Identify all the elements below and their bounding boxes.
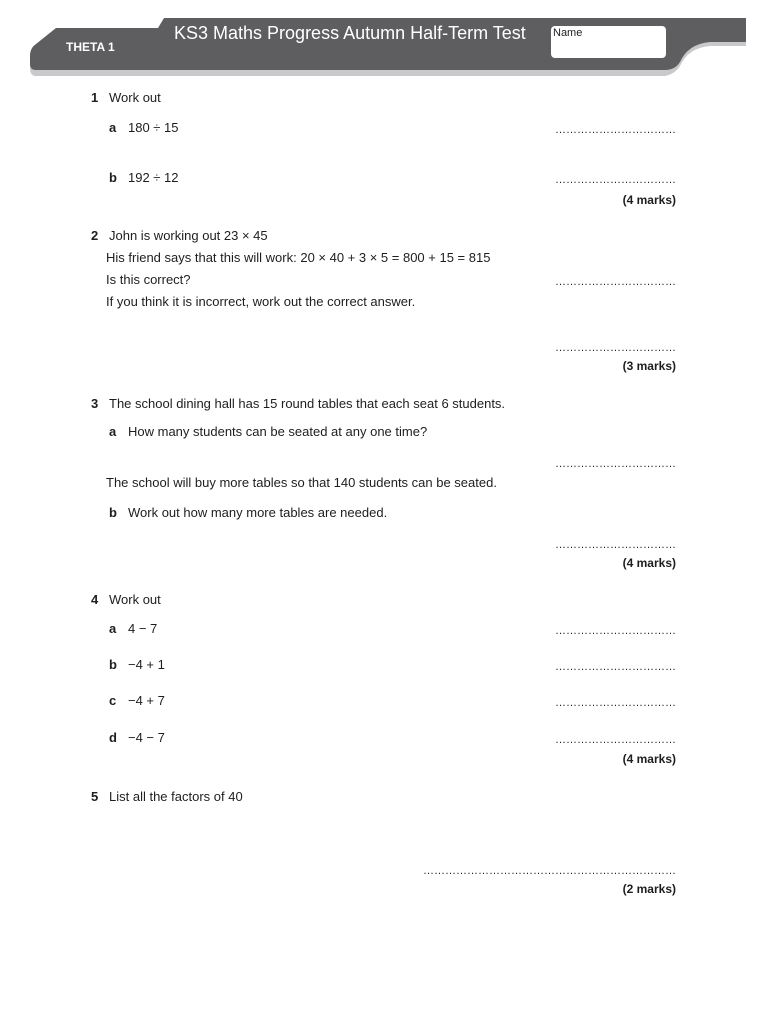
answer-line[interactable]: …………………………… [555, 734, 676, 746]
answer-line[interactable]: …………………………… [555, 276, 676, 288]
name-label: Name [553, 27, 583, 39]
answer-line[interactable]: …………………………… [555, 342, 676, 354]
question-text: The school will buy more tables so that 140 students can be seated. [106, 475, 497, 490]
question-stem: List all the factors of 40 [109, 789, 243, 804]
part-letter: b [109, 657, 117, 672]
question-number: 4 [91, 592, 99, 607]
part-letter: b [109, 170, 117, 185]
question-number: 5 [91, 789, 99, 804]
part-letter: a [109, 424, 117, 439]
part-text: How many students can be seated at any one time? [128, 424, 428, 439]
answer-line[interactable]: …………………………… [555, 174, 676, 186]
tier-label: THETA 1 [66, 40, 115, 54]
marks-label: (4 marks) [622, 752, 676, 766]
question-stem: Work out [109, 592, 161, 607]
question-text: If you think it is incorrect, work out the correct answer. [106, 294, 416, 309]
page-title: KS3 Maths Progress Autumn Half-Term Test [174, 23, 526, 43]
question-number: 2 [91, 228, 99, 243]
answer-line[interactable]: …………………………… [555, 539, 676, 551]
question-stem: The school dining hall has 15 round tables that each seat 6 students. [109, 396, 506, 411]
question-text: Is this correct? [106, 272, 191, 287]
part-letter: d [109, 730, 117, 745]
part-text: 180 ÷ 15 [128, 120, 179, 135]
part-text: 4 − 7 [128, 621, 158, 636]
part-text: −4 + 1 [128, 657, 165, 672]
header-banner [0, 0, 768, 80]
part-text: Work out how many more tables are needed. [128, 505, 388, 520]
part-text: 192 ÷ 12 [128, 170, 179, 185]
question-stem: John is working out 23 × 45 [109, 228, 268, 243]
marks-label: (3 marks) [622, 359, 676, 373]
question-number: 1 [91, 90, 99, 105]
part-letter: a [109, 621, 117, 636]
answer-line[interactable]: …………………………… [555, 697, 676, 709]
part-letter: b [109, 505, 117, 520]
answer-line[interactable]: …………………………… [555, 124, 676, 136]
part-letter: a [109, 120, 117, 135]
question-text: His friend says that this will work: 20 × 40 + 3 × 5 = 800 + 15 = 815 [106, 250, 491, 265]
question-stem: Work out [109, 90, 161, 105]
marks-label: (4 marks) [622, 556, 676, 570]
part-text: −4 − 7 [128, 730, 165, 745]
question-number: 3 [91, 396, 99, 411]
answer-line[interactable]: …………………………… [555, 625, 676, 637]
name-field[interactable] [551, 26, 666, 58]
marks-label: (2 marks) [622, 882, 676, 896]
part-letter: c [109, 693, 117, 708]
marks-label: (4 marks) [622, 193, 676, 207]
answer-line[interactable]: …………………………………………………………… [423, 865, 676, 877]
answer-line[interactable]: …………………………… [555, 458, 676, 470]
answer-line[interactable]: …………………………… [555, 661, 676, 673]
part-text: −4 + 7 [128, 693, 165, 708]
